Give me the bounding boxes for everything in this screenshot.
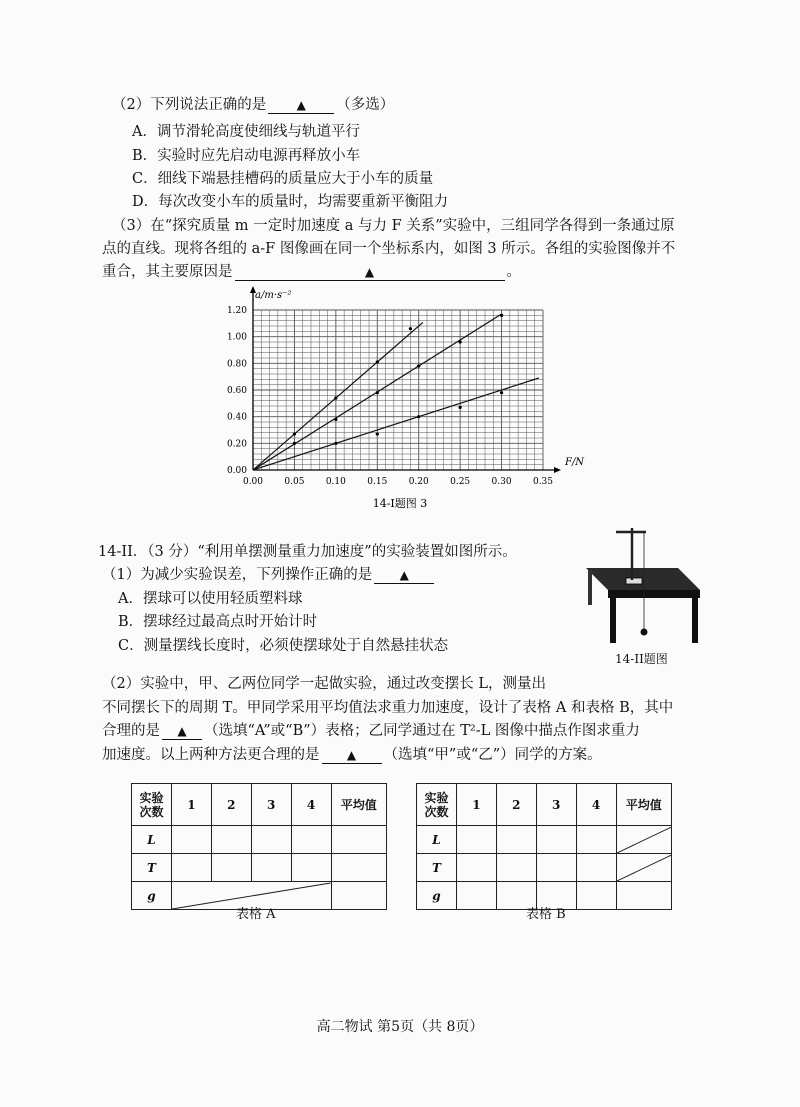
table-cell[interactable]: [211, 826, 251, 854]
col-header: 1: [172, 784, 212, 826]
q2-option-b: B．实验时应先启动电源再释放小车: [132, 148, 361, 164]
table-cell[interactable]: [457, 854, 497, 882]
data-point: [417, 415, 420, 418]
table-cell[interactable]: [496, 854, 536, 882]
q14ii-sub2-line-3: [102, 719, 640, 740]
table-cell[interactable]: [536, 826, 576, 854]
q14ii-header: 14-II．（3 分）“利用单摆测量重力加速度”的实验装置如图所示。: [98, 544, 517, 560]
answer-marker: ▲: [296, 98, 306, 112]
table-cell[interactable]: [496, 826, 536, 854]
row-header: T: [417, 854, 457, 882]
page-footer: 高二物试 第5页（共 8页）: [316, 1019, 484, 1035]
pendulum-bob: [641, 629, 648, 636]
diagonal-line: [617, 855, 672, 881]
row-header: T: [132, 854, 172, 882]
x-tick-label: 0.15: [367, 477, 388, 487]
q14ii-sub1: [102, 563, 436, 584]
table-cell[interactable]: [291, 854, 331, 882]
table-a: [131, 783, 387, 910]
stand-base: [626, 578, 642, 584]
y-tick-label: 0.60: [226, 386, 247, 396]
q14ii-sub2-line-1: （2）实验中，甲、乙两位同学一起做实验，通过改变摆长 L，测量出: [102, 676, 546, 692]
q14ii-option-a: A．摆球可以使用轻质塑料球: [118, 591, 303, 607]
q2-option-a: A．调节滑轮高度使细线与轨道平行: [132, 124, 360, 140]
q3-line-3: [102, 260, 521, 281]
table-cell[interactable]: [536, 854, 576, 882]
x-tick-label: 0.05: [284, 477, 305, 487]
data-point: [376, 432, 379, 435]
answer-marker: ▲: [177, 724, 187, 738]
answer-marker: ▲: [399, 568, 409, 582]
q2-option-d: D．每次改变小车的质量时，均需要重新平衡阻力: [132, 194, 449, 210]
q14ii-sub2-line-4: [102, 743, 602, 764]
q2-option-c: C．细线下端悬挂槽码的质量应大于小车的质量: [132, 171, 434, 187]
q14ii-option-c: C．测量摆线长度时，必须使摆球处于自然悬挂状态: [118, 638, 449, 654]
data-point: [376, 391, 379, 394]
table-leg: [588, 570, 592, 605]
col-header: 3: [251, 784, 291, 826]
q14ii-table-choice-blank[interactable]: [162, 723, 202, 740]
table-leg: [610, 598, 616, 643]
q3-line-2: 点的直线。现将各组的 a-F 图像画在同一个坐标系内，如图 3 所示。各组的实验图像并不: [102, 241, 676, 257]
data-point: [334, 418, 337, 421]
sub2-line3-suffix: （选填“A”或“B”）表格；乙同学通过在 T²-L 图像中描点作图求重力: [204, 723, 640, 739]
row-header: L: [417, 826, 457, 854]
row-header: g: [417, 882, 457, 910]
pendulum-figure-caption: 14-II题图: [615, 652, 668, 666]
table-cell[interactable]: [576, 854, 616, 882]
table-leg: [692, 598, 698, 643]
table-cell[interactable]: [172, 854, 212, 882]
crossed-cell: [616, 854, 672, 882]
q2-note: （多选）: [336, 97, 395, 113]
sub2-line3-prefix: 合理的是: [102, 723, 160, 739]
y-tick-label: 0.20: [226, 439, 247, 450]
x-axis-arrow: [554, 467, 561, 473]
chart-series: [253, 314, 539, 470]
table-cell[interactable]: [457, 826, 497, 854]
diagonal-line: [617, 827, 672, 853]
col-header: 2: [496, 784, 536, 826]
q3-prefix: 重合，其主要原因是: [102, 264, 233, 280]
answer-marker: ▲: [346, 748, 357, 762]
table-cell[interactable]: [251, 854, 291, 882]
chart-grid: [253, 310, 543, 470]
q14ii-method-choice-blank[interactable]: [322, 747, 382, 764]
data-point: [417, 364, 420, 367]
col-header: 4: [291, 784, 331, 826]
table-cell[interactable]: [576, 826, 616, 854]
q14ii-option-b: B．摆球经过最高点时开始计时: [118, 614, 318, 630]
pendulum-figure: [578, 520, 708, 645]
col-header: 4: [576, 784, 616, 826]
q3-suffix: 。: [506, 264, 521, 280]
y-tick-label: 0.00: [226, 466, 247, 476]
y-tick-label: 0.80: [226, 359, 247, 370]
q2-prompt-line: [112, 93, 394, 114]
x-tick-label: 0.25: [450, 477, 471, 487]
col-header: 平均值: [616, 784, 672, 826]
data-point: [334, 442, 337, 445]
q14ii-sub1-blank[interactable]: [374, 567, 434, 584]
x-tick-label: 0.20: [408, 477, 429, 487]
table-cell[interactable]: [616, 882, 672, 910]
crossed-cell: [616, 826, 672, 854]
data-point: [459, 406, 462, 409]
data-point: [334, 396, 337, 399]
table-cell[interactable]: [172, 826, 212, 854]
col-header: 2: [211, 784, 251, 826]
q2-prompt: （2）下列说法正确的是: [112, 97, 267, 113]
q3-line-1: （3）在“探究质量 m 一定时加速度 a 与力 F 关系”实验中，三组同学各得到一条通过原: [112, 218, 675, 234]
data-point: [376, 360, 379, 363]
series-line: [253, 322, 423, 470]
sub2-line4-prefix: 加速度。以上两种方法更合理的是: [102, 747, 320, 763]
q2-answer-blank[interactable]: [268, 97, 334, 114]
data-point: [293, 432, 296, 435]
q14ii-sub1-prompt: （1）为减少实验误差，下列操作正确的是: [102, 567, 373, 583]
y-tick-label: 1.00: [226, 332, 247, 343]
table-header-cell: 实验 次数: [132, 784, 172, 826]
row-header: L: [132, 826, 172, 854]
data-point: [500, 314, 503, 317]
x-tick-label: 0.00: [242, 477, 264, 487]
x-tick-label: 0.10: [325, 477, 346, 487]
y-tick-label: 1.20: [226, 306, 247, 316]
row-header: g: [132, 882, 172, 910]
a-f-chart: [215, 282, 585, 512]
y-tick-label: 0.40: [226, 412, 247, 423]
answer-marker: ▲: [364, 265, 375, 279]
table-cell[interactable]: [576, 882, 616, 910]
table-cell[interactable]: [251, 826, 291, 854]
series-line: [253, 378, 539, 470]
table-front: [608, 590, 700, 598]
data-point: [500, 391, 503, 394]
data-point: [293, 442, 296, 445]
q14ii-sub2-line-2: 不同摆长下的周期 T。甲同学采用平均值法求重力加速度，设计了表格 A 和表格 B，其中: [102, 700, 674, 716]
x-tick-label: 0.30: [491, 477, 512, 487]
table-top: [586, 568, 700, 590]
table-cell[interactable]: [291, 826, 331, 854]
data-point: [409, 327, 412, 330]
table-cell[interactable]: [331, 882, 387, 910]
y-axis-label: a/m·s⁻²: [255, 290, 292, 301]
data-point: [459, 340, 462, 343]
sub2-line4-suffix: （选填“甲”或“乙”）同学的方案。: [383, 747, 602, 763]
x-tick-label: 0.35: [532, 477, 554, 487]
table-cell[interactable]: [457, 882, 497, 910]
q3-answer-blank[interactable]: [235, 264, 505, 281]
table-b-caption: 表格 B: [526, 907, 566, 922]
table-b: [416, 783, 672, 910]
col-header: 1: [457, 784, 497, 826]
x-axis-label: F/N: [565, 457, 585, 468]
col-header: 3: [536, 784, 576, 826]
table-header-cell: 实验 次数: [417, 784, 457, 826]
table-a-caption: 表格 A: [236, 907, 276, 922]
table-cell[interactable]: [331, 826, 387, 854]
col-header: 平均值: [331, 784, 387, 826]
table-cell[interactable]: [211, 854, 251, 882]
chart-caption: 14-I题图 3: [372, 497, 428, 510]
table-cell[interactable]: [331, 854, 387, 882]
